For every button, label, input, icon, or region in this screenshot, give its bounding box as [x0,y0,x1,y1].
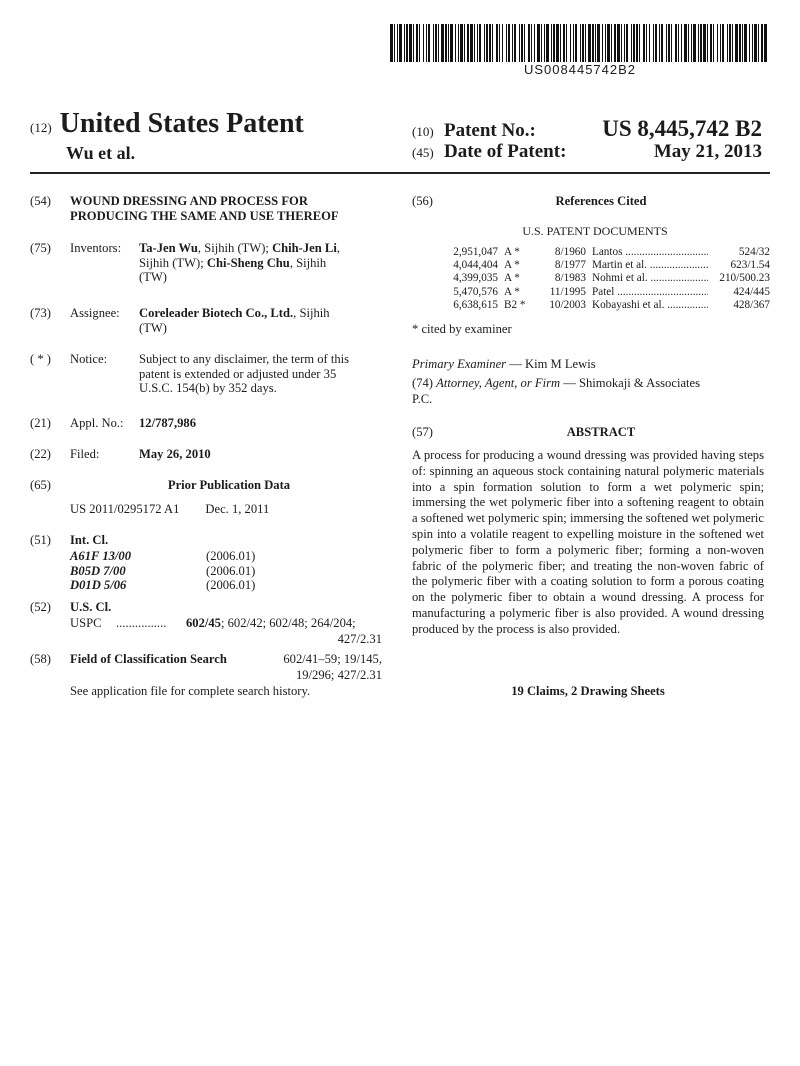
title-field-code: (54) [30,194,51,208]
title-code: (12) [30,120,52,135]
prior-pub-number: US 2011/0295172 A1 [70,502,180,516]
assignee-country: (TW) [139,320,167,335]
title-text: United States Patent [59,108,304,139]
field-search-line [70,652,382,667]
attorney-name: Shimokaji & Associates [578,376,701,390]
ref-name: Kobayashi et al. [592,298,665,311]
patent-title [30,108,304,140]
filed-date: May 26, 2010 [139,447,211,461]
notice-line2: patent is extended or adjusted under 35 [139,366,337,381]
inventor-1-location: , Sijhih (TW); [197,241,273,255]
examiner-label: Primary Examiner [412,357,507,371]
examiner-name: Kim M Lewis [524,357,596,371]
inventor-2: Chih-Jen Li [272,241,337,255]
uspc-dots: ................ [116,616,167,630]
barcode-bar [764,24,767,62]
cited-by-examiner: * cited by examiner [412,322,512,336]
ref-class: 623/1.54 [730,259,770,272]
us-docs-heading: U.S. PATENT DOCUMENTS [522,224,668,238]
ref-number: 2,951,047 [453,246,498,258]
appl-number: 12/787,986 [139,416,197,430]
patent-date-row [412,141,762,163]
ref-number: 4,044,404 [453,259,498,272]
patent-no-code: (10) [412,124,434,139]
uspc-rest: ; 602/42; 602/48; 264/204; [220,616,356,630]
refs-heading: References Cited [555,194,647,208]
patent-number-row [412,116,762,142]
ref-name: Lantos [592,246,623,258]
assignee-name: Coreleader Biotech Co., Ltd. [139,306,294,320]
patent-date: May 21, 2013 [653,141,762,162]
inventor-3-location: , Sijhih [289,255,327,270]
notice-line1: Subject to any disclaimer, the term of this [139,352,350,366]
claims-summary: 19 Claims, 2 Drawing Sheets [511,684,665,698]
ref-kind: A * [504,272,520,285]
intcl-row [70,578,370,593]
attorney-code: (74) [412,376,433,390]
inventors-list [139,241,389,285]
reference-row [440,286,770,299]
prior-pub-code: (65) [30,478,51,492]
date-code: (45) [412,145,434,160]
field-search-code: (58) [30,652,51,666]
attorney-line: (74) Attorney, Agent, or Firm — Shimokaji & Associates [412,376,701,390]
ref-kind: A * [504,246,520,258]
ref-name: Nohmi et al. [592,272,648,285]
ref-date: 11/1995 [549,285,586,298]
field-search-note: See application file for complete search history. [70,684,311,698]
uspc-line2: 427/2.31 [337,632,382,646]
ref-class: 524/32 [738,246,770,258]
notice-code: ( * ) [30,352,51,366]
intcl-version: (2006.01) [206,563,256,578]
barcode-number: US008445742B2 [523,62,637,77]
appl-label: Appl. No.: [70,416,124,430]
uscl-heading: U.S. Cl. [70,600,112,614]
filed-code: (22) [30,447,51,461]
prior-pub-row [70,502,269,517]
notice-text [139,352,384,396]
column-divider [399,186,400,706]
appl-code: (21) [30,416,51,430]
ref-kind: A * [504,285,520,298]
field-search-line2: 19/296; 427/2.31 [295,668,382,682]
intcl-code: (51) [30,533,51,547]
uscl-code: (52) [30,600,51,614]
invention-title-line2: PRODUCING THE SAME AND USE THEREOF [70,208,339,223]
examiner-line: Primary Examiner — Kim M Lewis [412,357,596,371]
ref-kind: B2 * [504,298,526,311]
ref-number: 4,399,035 [453,272,498,285]
intcl-class: A61F 13/00 [70,549,132,563]
ref-class: 210/500.23 [719,272,770,285]
uspc-main: 602/45 [186,616,221,630]
attorney-label: Attorney, Agent, or Firm [436,376,561,390]
ref-class: 428/367 [733,298,770,311]
intcl-heading: Int. Cl. [70,533,109,547]
intcl-version: (2006.01) [206,549,256,563]
intcl-row [70,564,370,579]
inventors-label: Inventors: [70,241,122,255]
ref-kind: A * [504,259,520,272]
uspc-label: USPC [70,616,102,630]
inventors-code: (75) [30,241,51,255]
intcl-list [70,549,370,593]
inventor-3: Chi-Sheng Chu [206,255,290,270]
authors: Wu et al. [66,143,136,163]
assignee [139,306,389,335]
inventor-3-country: (TW) [139,270,167,285]
reference-row [440,246,770,259]
assignee-code: (73) [30,306,51,320]
reference-row [440,299,770,312]
references-table [440,246,770,312]
assignee-label: Assignee: [70,306,120,320]
ref-number: 6,638,615 [453,298,498,311]
inventor-2-location-line: Sijhih (TW); [139,255,207,270]
inventor-1: Ta-Jen Wu [139,241,198,255]
inventor-2-location: , [336,241,340,255]
ref-date: 8/1960 [554,246,586,258]
attorney-line2: P.C. [412,392,433,406]
ref-number: 5,470,576 [453,285,498,298]
prior-pub-heading: Prior Publication Data [167,478,291,492]
intcl-class: B05D 7/00 [70,563,126,578]
intcl-class: D01D 5/06 [70,578,127,593]
intcl-row [70,549,370,564]
barcode [390,24,770,62]
patent-no-label: Patent No.: [444,120,536,141]
field-search-value: 602/41–59; 19/145, [283,652,382,666]
invention-title [70,194,400,223]
header-divider [30,172,770,174]
ref-class: 424/445 [733,285,770,298]
intcl-version: (2006.01) [206,578,256,593]
abstract-heading: ABSTRACT [566,425,636,439]
ref-name: Patel [592,285,615,298]
assignee-location: , Sijhih [293,306,330,320]
notice-line3: U.S.C. 154(b) by 352 days. [139,381,277,396]
field-search-heading: Field of Classification Search [70,652,227,666]
uspc-line [70,616,382,631]
prior-pub-date: Dec. 1, 2011 [205,502,270,516]
filed-label: Filed: [70,447,100,461]
invention-title-line1: WOUND DRESSING AND PROCESS FOR [70,194,308,208]
date-label: Date of Patent: [444,141,567,162]
notice-label: Notice: [70,352,108,366]
abstract-text: A process for producing a wound dressing was provided having steps of: spinning an aqueous stock containing natural polymeric materials into a spin formation solution to form a wet polymeric spin; immersing the wet polymeric fiber into a softening reagent to obtain a softened wet polymeric spin; immersing the softened wet polymeric spin into a volatile reagent to expelling moisture in the softened wet polymeric fiber to form a polymeric fiber; forming a non-woven fabric of the polymeric fiber; and treating the non-woven fabric of the polymeric fiber with a coating solution to form a porous coating on the polymeric fiber to obtain a wound dressing. A process for manufacturing a polymeric fiber is also provided. A wound dressing produced by the process is also provided. [412,448,764,636]
ref-date: 8/1977 [554,259,586,272]
ref-date: 8/1983 [554,272,586,285]
refs-code: (56) [412,194,433,208]
abstract-code: (57) [412,425,433,439]
patent-number: US 8,445,742 B2 [602,116,762,141]
ref-date: 10/2003 [549,298,586,311]
ref-name: Martin et al. [592,259,647,272]
reference-row [440,272,770,285]
reference-row [440,259,770,272]
